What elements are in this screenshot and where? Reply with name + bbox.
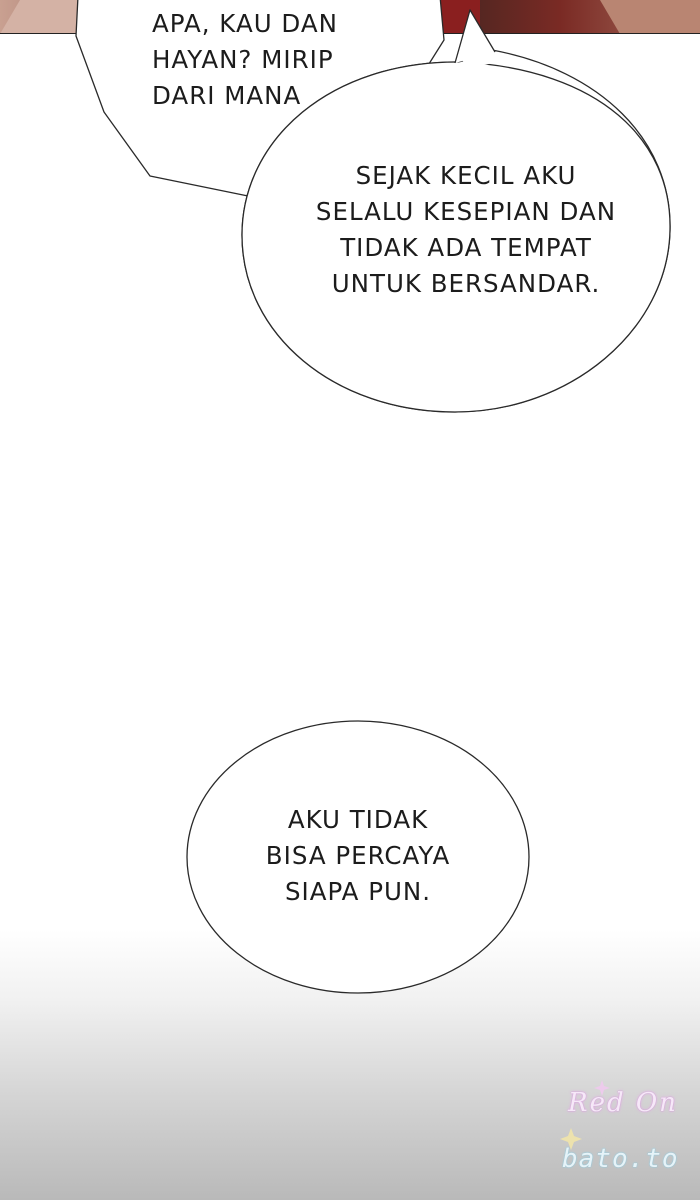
bubble-3-text: AKU TIDAK BISA PERCAYA SIAPA PUN. [265, 805, 451, 906]
watermark-site-text: bato.to [562, 1144, 679, 1174]
watermark-signature: Red On [568, 1088, 678, 1118]
bubble-1-text: APA, KAU DAN HAYAN? MIRIP DARI MANA [152, 9, 338, 110]
bubble-2-text: SEJAK KECIL AKU SELALU KESEPIAN DAN TIDAK ADA TEMPAT UNTUK BERSANDAR. [315, 161, 617, 298]
